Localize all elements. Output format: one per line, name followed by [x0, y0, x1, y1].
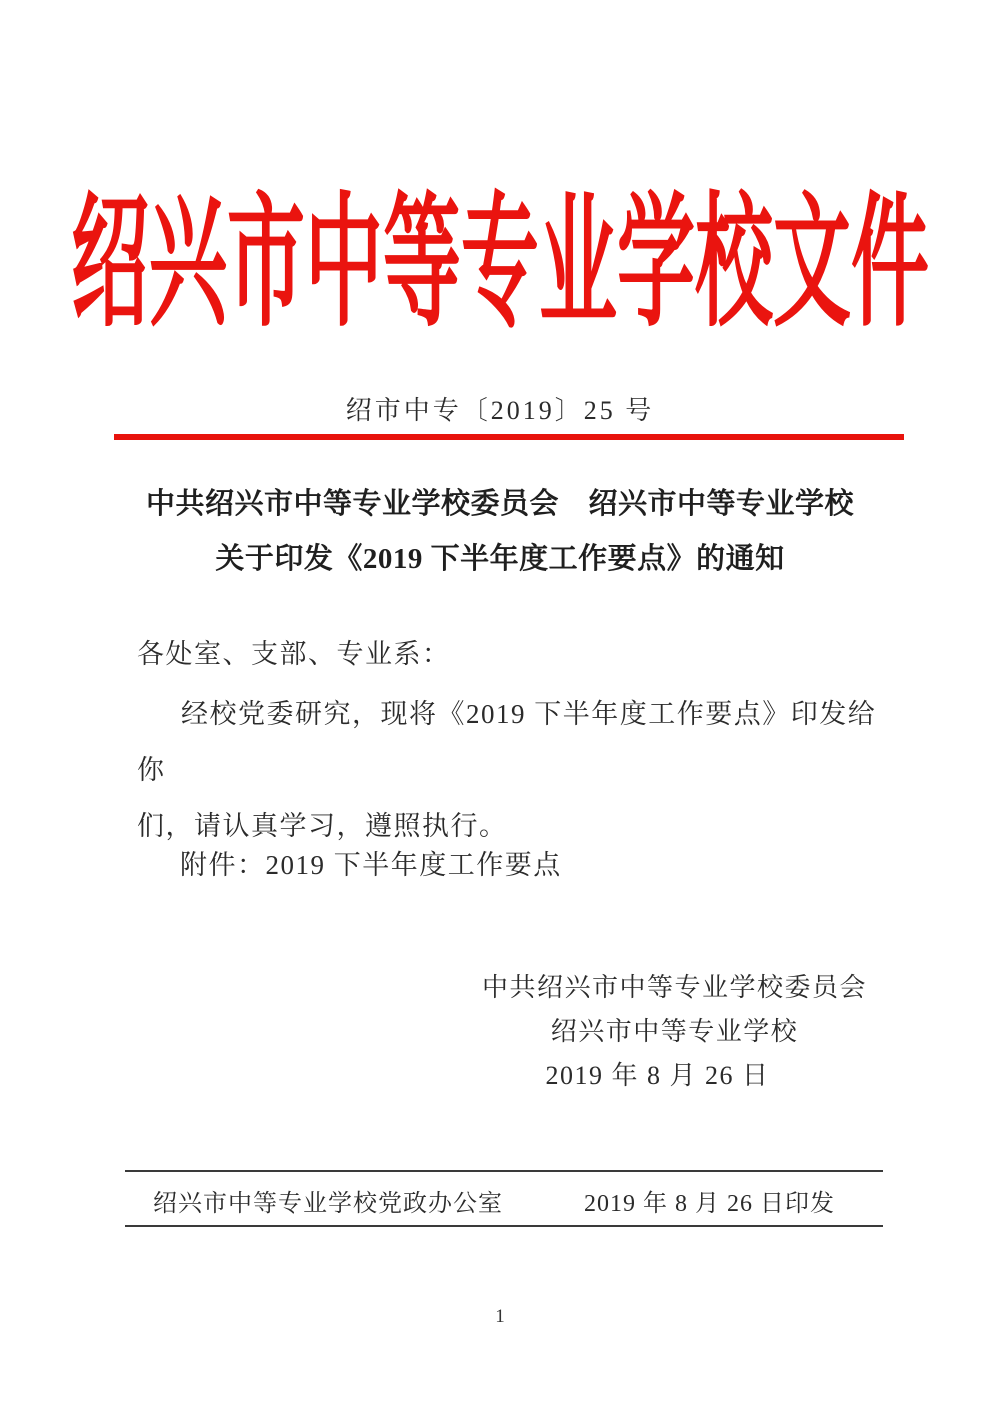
footer-bottom-rule	[125, 1225, 883, 1227]
document-title	[0, 477, 1000, 587]
document-header-title: 绍兴市中等专业学校文件	[70, 182, 929, 344]
signature-date: 2019 年 8 月 26 日	[545, 1061, 770, 1090]
body-line-1: 经校党委研究，现将《2019 下半年度工作要点》印发给你	[137, 699, 877, 785]
body-line-2: 们，请认真学习，遵照执行。	[137, 811, 508, 841]
signature-org-committee: 中共绍兴市中等专业学校委员会	[481, 973, 867, 1002]
document-number: 绍市中专〔2019〕25 号	[345, 396, 655, 425]
red-divider-line	[114, 434, 904, 440]
footer	[125, 1183, 883, 1218]
attachment-line: 附件：2019 下半年度工作要点	[180, 850, 562, 880]
footer-issuer: 绍兴市中等专业学校党政办公室	[153, 1191, 503, 1217]
salutation: 各处室、支部、专业系：	[137, 639, 451, 669]
body-paragraph	[137, 686, 885, 854]
signature-block	[482, 966, 867, 1098]
title-line-1: 中共绍兴市中等专业学校委员会 绍兴市中等专业学校	[145, 488, 854, 520]
footer-print-date: 2019 年 8 月 26 日印发	[584, 1191, 835, 1217]
footer-top-rule	[125, 1170, 883, 1172]
title-line-2: 关于印发《2019 下半年度工作要点》的通知	[215, 543, 785, 575]
page-number: 1	[495, 1306, 505, 1327]
signature-org-school: 绍兴市中等专业学校	[550, 1017, 799, 1046]
